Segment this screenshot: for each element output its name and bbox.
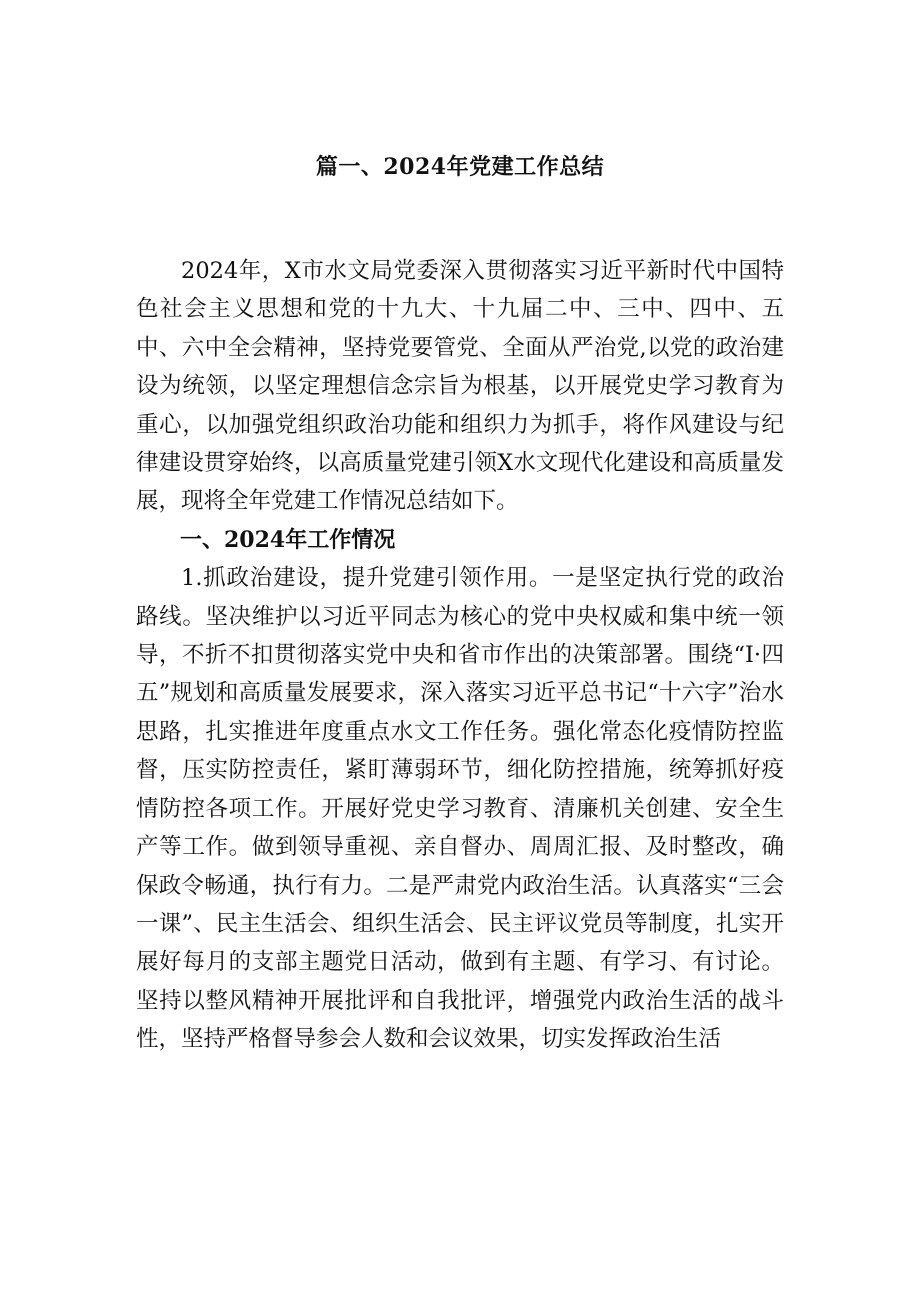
document-title: 篇一、2024年党建工作总结 [315, 154, 605, 180]
document-body [136, 252, 784, 1059]
section-heading: 一、2024年工作情况 [180, 526, 396, 553]
intro-paragraph: 2024年，X市水文局党委深入贯彻落实习近平新时代中国特色社会主义思想和党的十九大、十九届二中、三中、四中、五中、六中全会精神，坚持党要管党、全面从严治党,以党的政治建设为统领，以坚定理想信念宗旨为根基，以开展党史学习教育为重心，以加强党组织政治功能和组织力为抓手，将作风建设与纪律建设贯穿始终，以高质量党建引领X水文现代化建设和高质量发展，现将全年党建工作情况总结如下。 [136, 258, 784, 515]
section-paragraph: 1.抓政治建设，提升党建引领作用。一是坚定执行党的政治路线。坚决维护以习近平同志为核心的党中央权威和集中统一领导，不折不扣贯彻落实党中央和省市作出的决策部署。围绕“I·四五”规划和高质量发展要求，深入落实习近平总书记“十六字”治水思路，扎实推进年度重点水文工作任务。强化常态化疫情防控监督，压实防控责任，紧盯薄弱环节，细化防控措施，统筹抓好疫情防控各项工作。开展好党史学习教育、清廉机关创建、安全生产等工作。做到领导重视、亲自督办、周周汇报、及时整改，确保政令畅通，执行有力。二是严肃党内政治生活。认真落实“三会一课”、民主生活会、组织生活会、民主评议党员等制度，扎实开展好每月的支部主题党日活动，做到有主题、有学习、有讨论。坚持以整风精神开展批评和自我批评，增强党内政治生活的战斗性，坚持严格督导参会人数和会议效果，切实发挥政治生活 [136, 565, 784, 1053]
